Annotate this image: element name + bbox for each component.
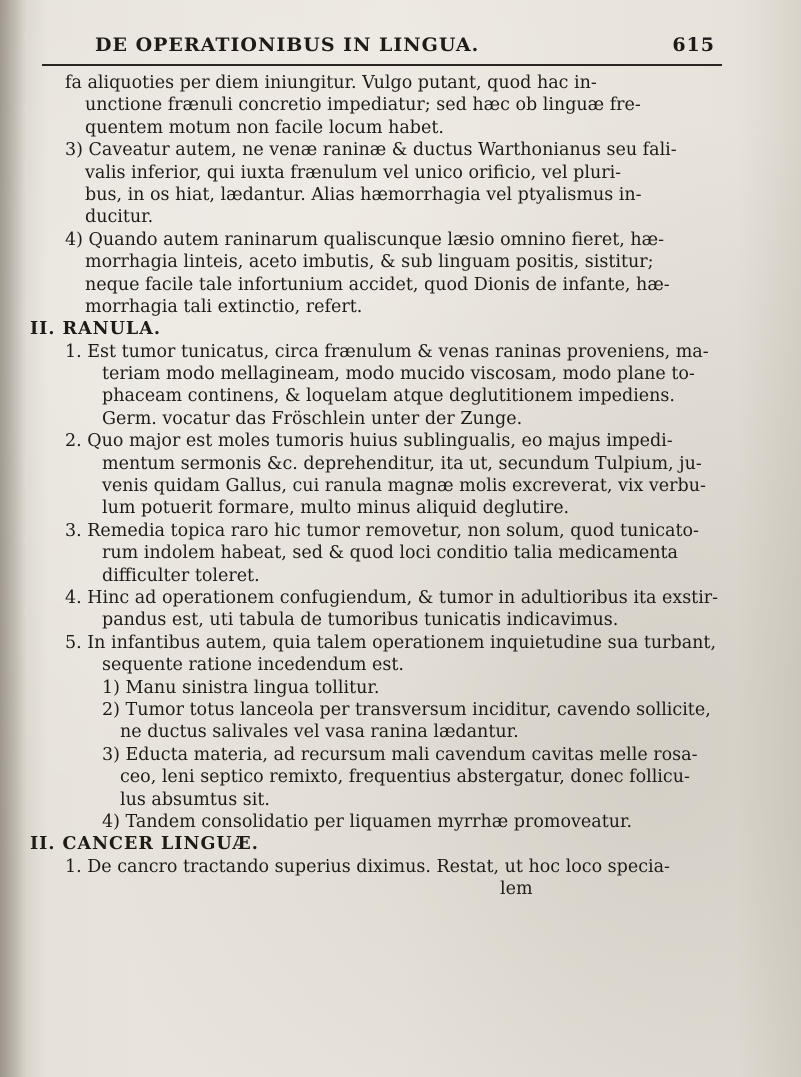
text-line: lum potuerit formare, multo minus aliquid deglutire. bbox=[102, 498, 570, 519]
section-heading: II. RANULA. bbox=[30, 319, 161, 340]
page-gutter-shadow bbox=[0, 0, 26, 1077]
text-line: 1) Manu sinistra lingua tollitur. bbox=[102, 677, 380, 698]
text-line: 2) Tumor totus lanceola per transversum inciditur, cavendo sollicite, bbox=[102, 699, 711, 720]
text-line: valis inferior, qui iuxta frænulum vel unico orificio, vel pluri- bbox=[85, 162, 622, 183]
text-line: 3. Remedia topica raro hic tumor removetur, non solum, quod tunicato- bbox=[65, 520, 699, 541]
text-line: 5. In infantibus autem, quia talem operationem inquietudine sua turbant, bbox=[65, 632, 717, 653]
section-heading: II. CANCER LINGUÆ. bbox=[30, 834, 259, 855]
text-line: Germ. vocatur das Fröschlein unter der Zunge. bbox=[102, 408, 523, 429]
text-line: morrhagia tali extinctio, refert. bbox=[85, 296, 363, 317]
running-head bbox=[95, 34, 715, 64]
text-line: unctione frænuli concretio impediatur; sed hæc ob linguæ fre- bbox=[85, 95, 641, 116]
text-line: morrhagia linteis, aceto imbutis, & sub linguam positis, sistitur; bbox=[85, 252, 654, 273]
text-line: 2. Quo major est moles tumoris huius sublingualis, eo majus impedi- bbox=[65, 431, 673, 452]
text-line: 1. Est tumor tunicatus, circa frænulum & venas raninas proveniens, ma- bbox=[65, 341, 709, 362]
text-line: lus absumtus sit. bbox=[120, 789, 270, 810]
text-line: teriam modo mellagineam, modo mucido viscosam, modo plane to- bbox=[102, 364, 695, 385]
text-line: phaceam continens, & loquelam atque deglutitionem impediens. bbox=[102, 386, 675, 407]
text-line: bus, in os hiat, lædantur. Alias hæmorrhagia vel ptyalismus in- bbox=[85, 184, 642, 205]
text-line: rum indolem habeat, sed & quod loci conditio talia medicamenta bbox=[102, 543, 678, 564]
catchword: lem bbox=[500, 879, 533, 900]
text-line: pandus est, uti tabula de tumoribus tunicatis indicavimus. bbox=[102, 610, 619, 631]
page-number: 615 bbox=[672, 34, 715, 56]
text-line: venis quidam Gallus, cui ranula magnæ molis excreverat, vix verbu- bbox=[102, 476, 706, 497]
text-line: sequente ratione incedendum est. bbox=[102, 655, 404, 676]
text-line: 4. Hinc ad operationem confugiendum, & tumor in adultioribus ita exstir- bbox=[65, 587, 719, 608]
text-line: mentum sermonis &c. deprehenditur, ita ut, secundum Tulpium, ju- bbox=[102, 453, 702, 474]
text-line: 4) Quando autem raninarum qualiscunque læsio omnino fieret, hæ- bbox=[65, 229, 665, 250]
text-line: 3) Educta materia, ad recursum mali cavendum cavitas melle rosa- bbox=[102, 744, 698, 765]
body-text bbox=[30, 72, 730, 900]
text-line: neque facile tale infortunium accidet, quod Dionis de infante, hæ- bbox=[85, 274, 670, 295]
text-line: quentem motum non facile locum habet. bbox=[85, 117, 444, 138]
text-line: ceo, leni septico remixto, frequentius abstergatur, donec follicu- bbox=[120, 767, 690, 788]
running-head-title: DE OPERATIONIBUS IN LINGUA. bbox=[95, 34, 480, 56]
text-line: ne ductus salivales vel vasa ranina lædantur. bbox=[120, 722, 519, 743]
text-line: difficulter toleret. bbox=[102, 565, 260, 586]
text-line: 4) Tandem consolidatio per liquamen myrrhæ promoveatur. bbox=[102, 811, 633, 832]
text-line: fa aliquoties per diem iniungitur. Vulgo putant, quod hac in- bbox=[65, 73, 597, 93]
text-line: 1. De cancro tractando superius diximus. Restat, ut hoc loco specia- bbox=[65, 856, 670, 877]
header-rule bbox=[42, 64, 722, 66]
text-line: 3) Caveatur autem, ne venæ raninæ & ductus Warthonianus seu fali- bbox=[65, 140, 677, 161]
text-line: ducitur. bbox=[85, 207, 154, 228]
